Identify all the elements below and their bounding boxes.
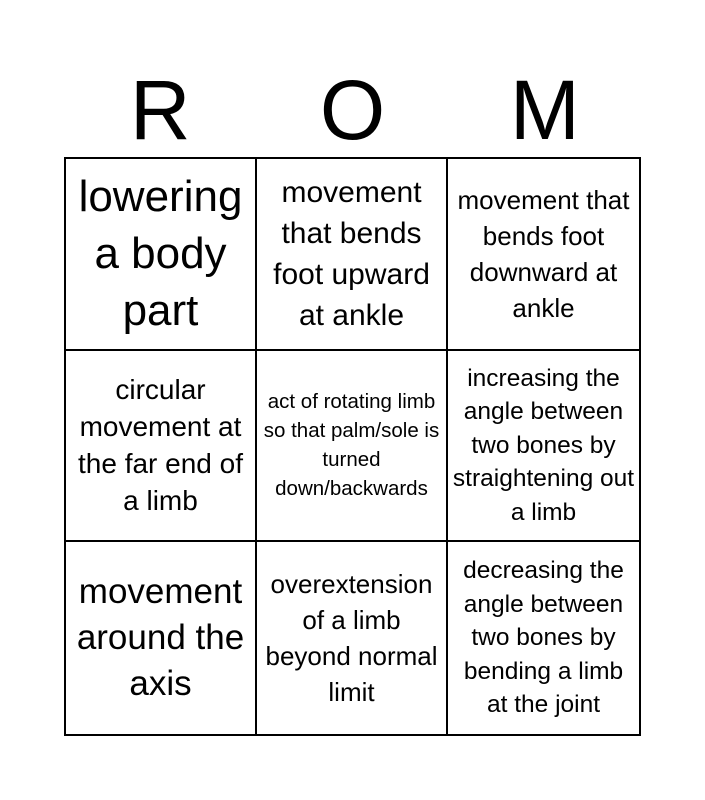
cell-text: movement that bends foot downward at ankle (457, 184, 630, 323)
header-letter-m: M (509, 63, 580, 157)
cell-text: overextension of a limb beyond normal limit (265, 569, 438, 708)
cell-text: decreasing the angle between two bones by bending a limb at the joint (463, 557, 624, 719)
bingo-header (64, 62, 641, 158)
bingo-board (64, 157, 641, 736)
cell-text: increasing the angle between two bones by straightening out a limb (452, 364, 635, 526)
cell-text: lowering a body part (78, 172, 243, 336)
cell-text: movement that bends foot upward at ankle (273, 175, 430, 332)
bingo-cell[interactable] (257, 351, 448, 543)
bingo-cell-center[interactable] (66, 542, 257, 734)
header-letter-o: O (319, 63, 386, 157)
bingo-cell[interactable] (257, 542, 448, 734)
bingo-cell[interactable] (66, 159, 257, 351)
bingo-cell[interactable] (257, 159, 448, 351)
bingo-cell[interactable] (448, 542, 639, 734)
cell-text: circular movement at the far end of a limb (77, 374, 243, 517)
bingo-cell[interactable] (448, 351, 639, 543)
cell-text: act of rotating limb so that palm/sole is turned down/backwards (263, 390, 440, 501)
header-letter-r: R (129, 63, 191, 157)
cell-text: movement around the axis (76, 572, 245, 704)
bingo-cell[interactable] (66, 351, 257, 543)
bingo-cell[interactable] (448, 159, 639, 351)
